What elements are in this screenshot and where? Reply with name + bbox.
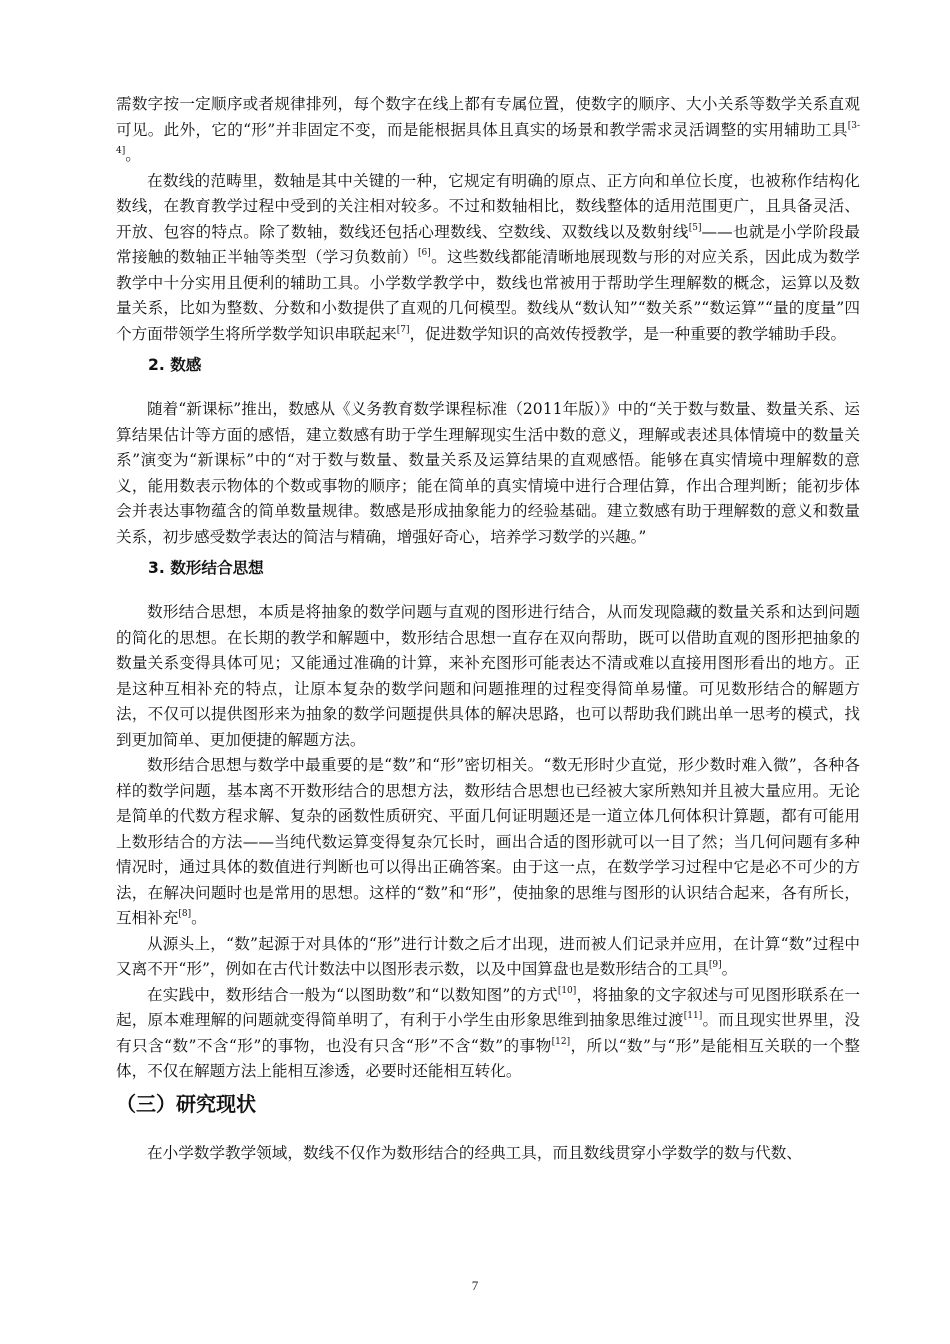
citation-ref: [11] (683, 1011, 703, 1021)
citation-ref: [8] (178, 909, 192, 919)
citation-ref: [12] (551, 1036, 571, 1047)
paragraph-number-shape-essence: 数形结合思想，本质是将抽象的数学问题与直观的图形进行结合，从而发现隐藏的数量关系和达到问题的简化的思想。在长期的教学和解题中，数形结合思想一直存在双向帮助，既可以借助直观的图形把抽象的数量关系变得具体可见；又能通过准确的计算，来补充图形可能表达不清或难以直接用图形看出的地方。正是这种互相补充的特点，让原本复杂的数学问题和问题推理的过程变得简单易懂。可见数形结合的解题方法，不仅可以提供图形来为抽象的数学问题提供具体的解决思路，也可以帮助我们跳出单一思考的模式，找到更加简单、更加便捷的解题方法。 (116, 603, 860, 749)
citation-ref: [9] (708, 960, 722, 970)
citation-ref: [6] (418, 248, 431, 258)
paragraph-text: 。而且现实世界里，没有只含“数”不含“形”的事物，也没有只含“形”不含“数”的事物 (116, 1011, 860, 1055)
paragraph-text: 在实践中，数形结合一般为“以图助数”和“以数知图”的方式 (147, 985, 558, 1004)
paragraph-text: ，促进数学知识的高效传授教学，是一种重要的教学辅助手段。 (409, 324, 847, 343)
paragraph-text: 需数字按一定顺序或者规律排列，每个数字在线上都有专属位置，使数字的顺序、大小关系等数学关系直观可见。此外，它的“形”并非固定不变，而是能根据具体且真实的场景和教学需求灵活调整的实用辅助工具 (116, 95, 860, 139)
paragraph-text: 数形结合思想与数学中最重要的是“数”和“形”密切相关。“数无形时少直觉，形少数时难入微”，各种各样的数学问题，基本离不开数形结合的思想方法，数形结合思想也已经被大家所熟知并且被大量应用。无论是简单的代数方程求解、复杂的函数性质研究、平面几何证明题还是一道立体几何体积计算题，都有可能用上数形结合的方法——当纯代数运算变得复杂冗长时，画出合适的图形就可以一目了然；当几何问题有多种情况时，通过具体的数值进行判断也可以得出正确答案。由于这一点，在数学学习过程中它是必不可少的方法，在解决问题时也是常用的思想。这样的“数”和“形”，使抽象的思维与图形的认识结合起来，各有所长，互相补充 (116, 756, 860, 927)
citation-ref: [7] (396, 324, 410, 335)
paragraph-text: 。 (125, 146, 141, 164)
paragraph-practice (116, 983, 860, 1085)
paragraph-number-axis (116, 169, 860, 348)
paragraph-number-shape-relation (116, 753, 860, 932)
paragraph-text: 在数线的范畴里，数轴是其中关键的一种，它规定有明确的原点、正方向和单位长度，也被称作结构化数线，在教育教学过程中受到的关注相对较多。不过和数轴相比，数线整体的适用范围更广，且具备灵活、开放、包容的特点。除了数轴，数线还包括心理数线、空数线、双数线以及数射线 (116, 171, 860, 241)
citation-ref: [3-4] (116, 120, 860, 156)
paragraph-text: ，将抽象的文字叙述与可见图形联系在一起，原本难理解的问题就变得简单明了，有利于小学生由形象思维到抽象思维过渡 (116, 985, 860, 1029)
citation-ref: [5] (688, 222, 702, 233)
subheading-number-shape-thinking: 3. 数形结合思想 (148, 559, 264, 577)
paragraph-number-line-tool (116, 92, 860, 169)
citation-ref: [10] (557, 985, 577, 996)
paragraph-origin (116, 932, 860, 983)
section-heading-research-status: （三）研究现状 (116, 1091, 256, 1116)
paragraph-text: ——也就是小学阶段最常接触的数轴正半轴等类型（学习负数前） (116, 222, 860, 266)
paragraph-text: 从源头上，“数”起源于对具体的“形”进行计数之后才出现，进而被人们记录并应用，在计算“数”过程中又离不开“形”，例如在古代计数法中以图形表示数，以及中国算盘也是数形结合的工具 (116, 934, 860, 978)
paragraph-text: 。这些数线都能清晰地展现数与形的对应关系，因此成为数学教学中十分实用且便利的辅助工具。小学数学教学中，数线也常被用于帮助学生理解数的概念，运算以及数量关系，比如为整数、分数和小数提供了直观的几何模型。数线从“数认知”“数关系”“数运算”“量的度量”四个方面带领学生将所学数学知识串联起来 (116, 248, 860, 343)
paragraph-research-status: 在小学数学教学领域，数线不仅作为数形结合的经典工具，而且数线贯穿小学数学的数与代数、 (147, 1143, 802, 1162)
body-text-column (116, 92, 860, 1166)
paragraph-text: 。 (191, 909, 207, 927)
subheading-number-sense: 2. 数感 (148, 356, 202, 374)
paragraph-number-sense: 随着“新课标”推出，数感从《义务教育数学课程标准（2011年版）》中的“关于数与数量、数量关系、运算结果估计等方面的感悟，建立数感有助于学生理解现实生活中数的意义，理解或表述具体情境中的数量关系”演变为“新课标”中的“对于数与数量、数量关系及运算结果的直观感悟。能够在真实情境中理解数的意义，能用数表示物体的个数或事物的顺序；能在简单的真实情境中进行合理估算，作出合理判断；能初步体会并表达事物蕴含的简单数量规律。数感是形成抽象能力的经验基础。建立数感有助于理解数的意义和数量关系，初步感受数学表达的简洁与精确，增强好奇心，培养学习数学的兴趣。” (116, 400, 860, 546)
paragraph-text: 。 (721, 960, 738, 978)
paragraph-text: ，所以“数”与“形”是能相互关联的一个整体，不仅在解题方法上能相互渗透，必要时还能相互转化。 (116, 1036, 861, 1080)
page-number: 7 (471, 1278, 479, 1293)
